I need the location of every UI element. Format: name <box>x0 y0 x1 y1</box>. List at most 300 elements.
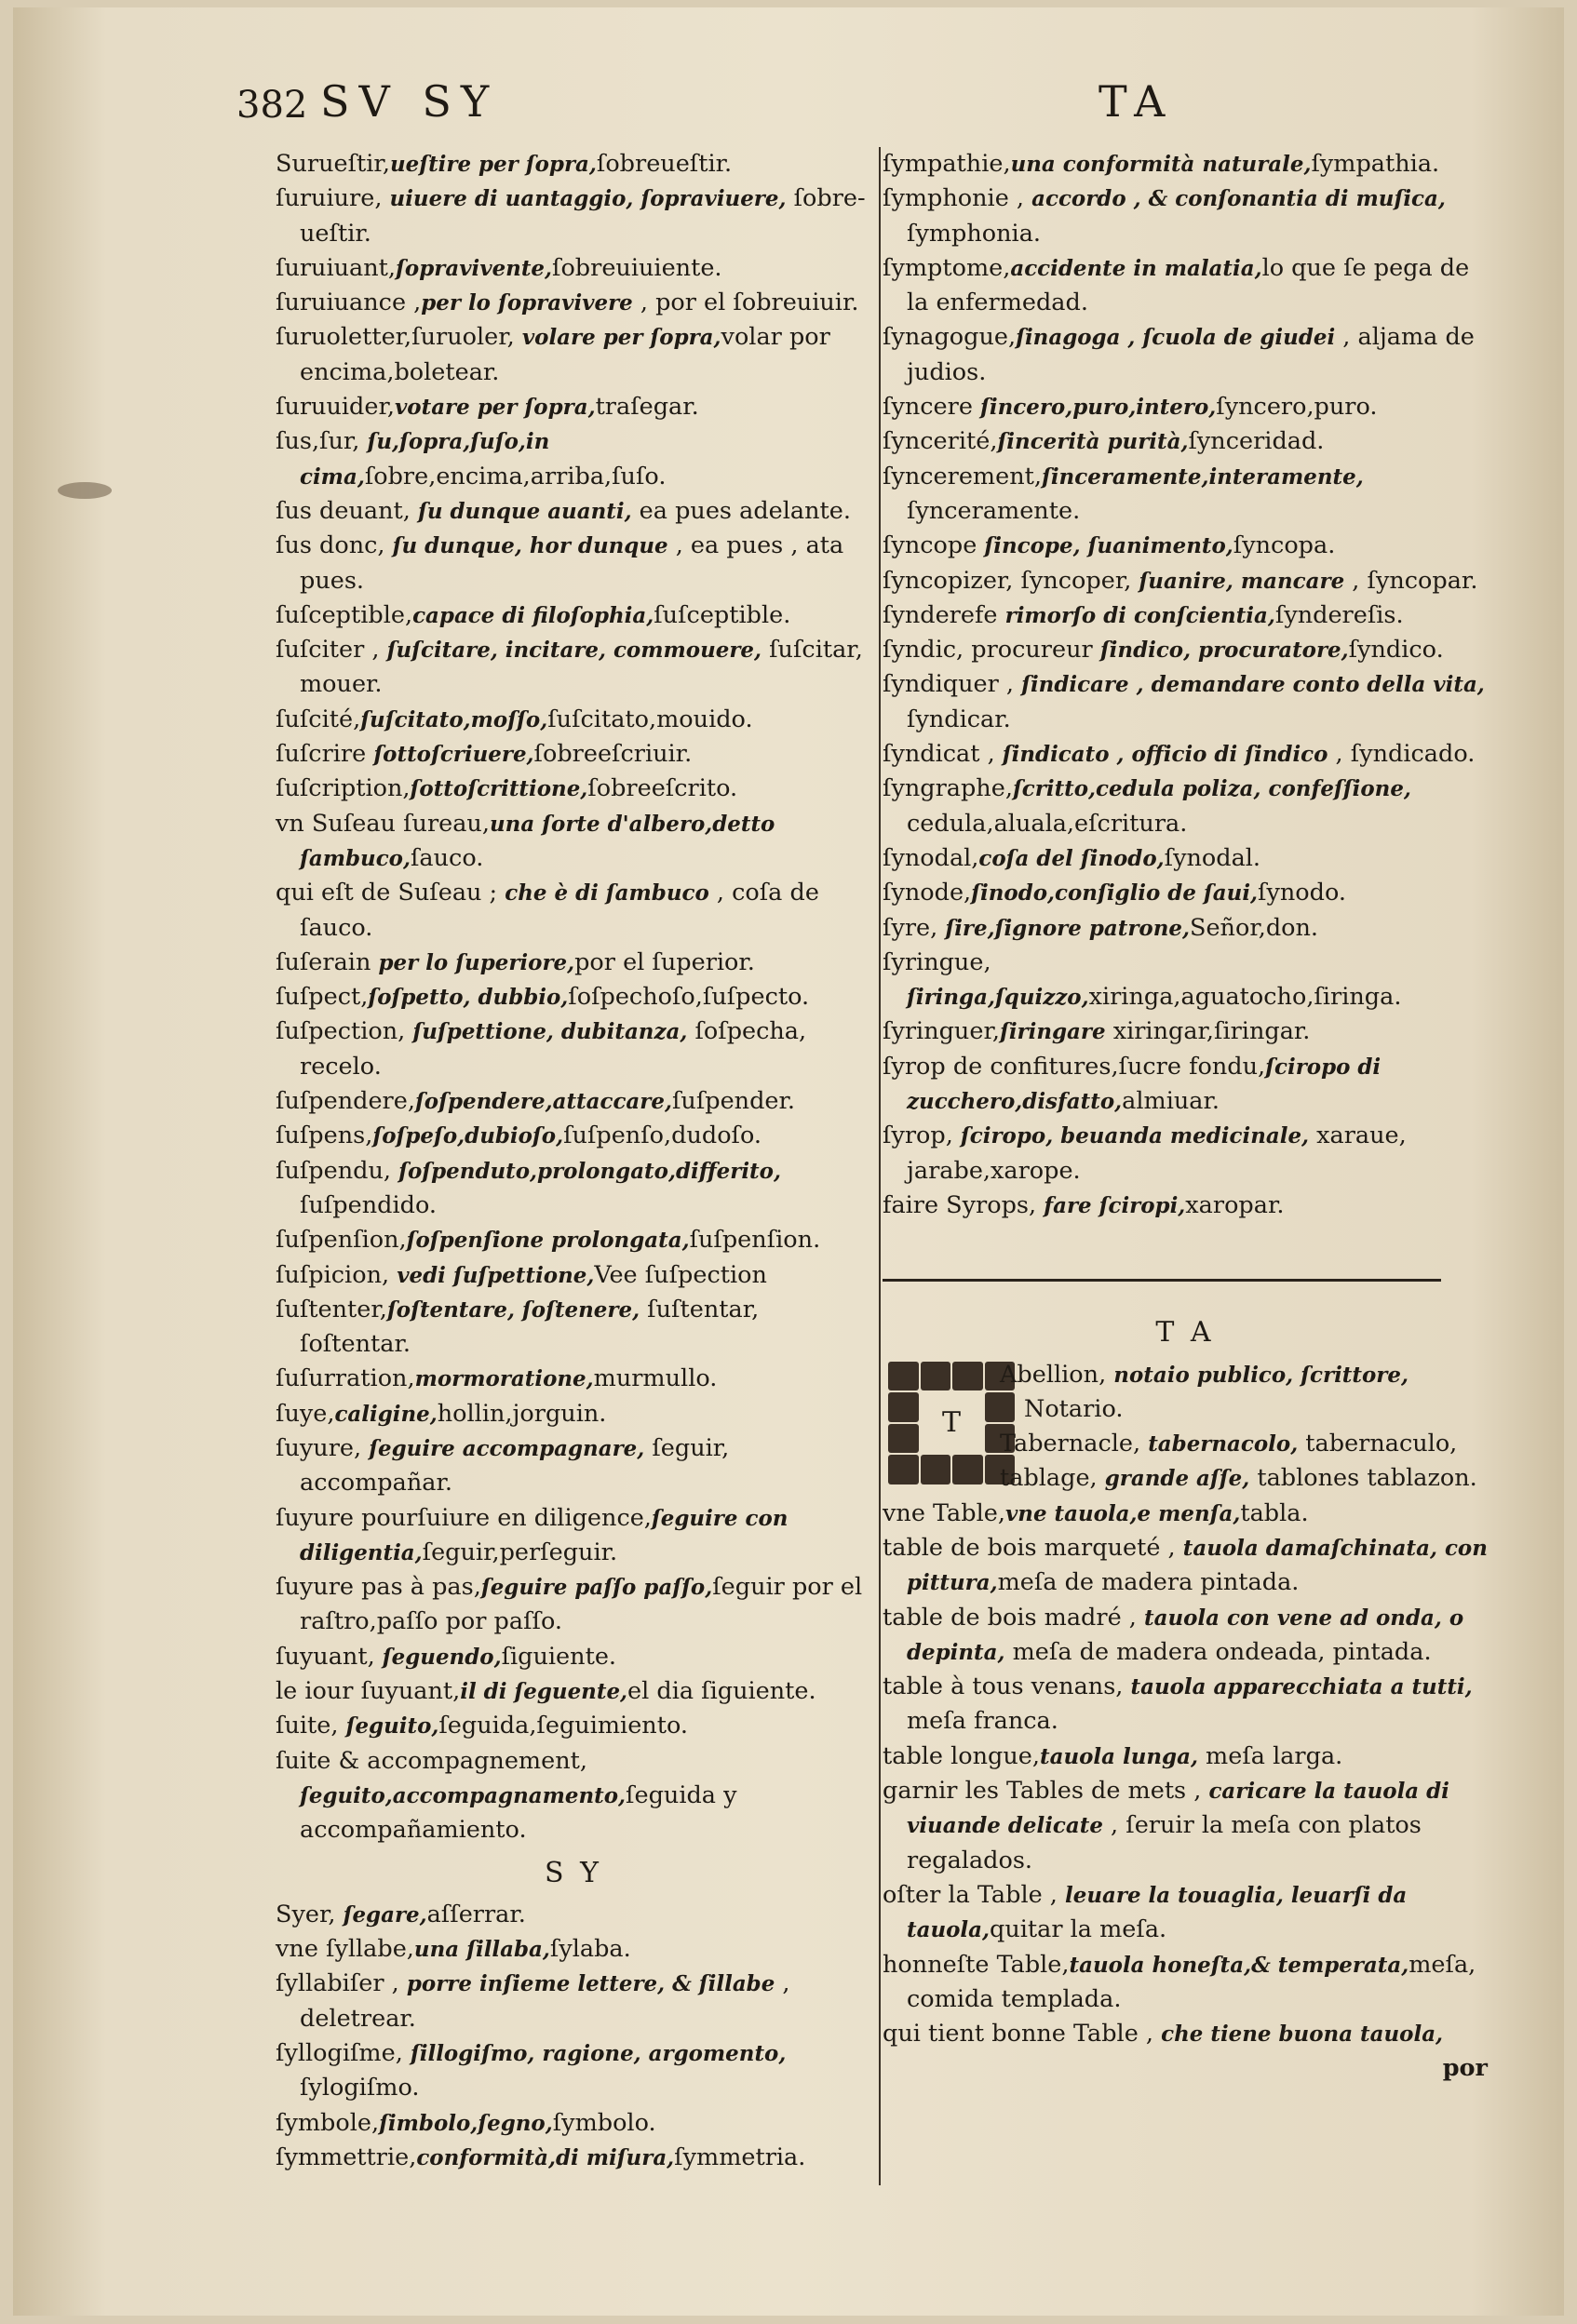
entry-headword: ſuyure pourſuiure en diligence, <box>276 1503 652 1532</box>
entry-italian: ſuanire, mancare <box>1139 568 1345 594</box>
entry-spanish: hollin,jorguin. <box>437 1399 607 1428</box>
dictionary-entry <box>276 1640 871 1674</box>
entry-spanish: , por el ſobreuiuir. <box>632 289 859 317</box>
dictionary-entry <box>883 1601 1488 1671</box>
entry-italian: che è di ſambuco <box>505 880 709 907</box>
entry-headword: ſuyure pas à pas, <box>276 1573 481 1602</box>
entry-spanish: ſoſpecha, recelo. <box>300 1017 807 1081</box>
entry-italian: ſeguire con diligentia, <box>300 1505 788 1565</box>
entry-headword: ſuſpenſion, <box>276 1226 407 1255</box>
entry-italian: ſillogiſmo, ragione, argomento, <box>410 2041 787 2067</box>
dictionary-entry <box>883 633 1488 667</box>
entry-italian: una ſillaba, <box>413 1937 550 1963</box>
entry-headword: ſuſpendere, <box>276 1087 415 1116</box>
entry-italian: tabernacolo, <box>1148 1431 1299 1458</box>
entry-spanish: ſuſpender. <box>671 1087 795 1116</box>
entry-spanish: meſa larga. <box>1197 1741 1343 1770</box>
dictionary-entry <box>276 876 871 946</box>
entry-italian: ſuſcitato,moſſo, <box>360 706 548 732</box>
entry-headword: ſuyure, <box>276 1433 370 1462</box>
entry-italian: ſciropo, beuanda medicinale, <box>960 1123 1310 1149</box>
dictionary-entry <box>276 1119 871 1153</box>
entry-italian: ſimbolo,ſegno, <box>379 2110 553 2136</box>
entry-spanish: ſeguida y accompañamiento. <box>300 1780 737 1845</box>
entry-headword: ſyrop, <box>883 1122 961 1150</box>
sy-entries <box>276 1898 871 2175</box>
left-running-head: SV SY <box>320 76 499 127</box>
entry-headword: ſyrop de confitures,ſucre fondu, <box>883 1052 1266 1081</box>
entry-spanish: xaraue, jarabe,xarope. <box>907 1122 1407 1185</box>
entry-spanish: ſuſpenſo,dudoſo. <box>563 1122 762 1150</box>
dictionary-entry <box>883 1119 1488 1189</box>
dictionary-entry <box>276 598 871 633</box>
entry-headword: ſuſpect, <box>276 983 369 1012</box>
entry-spanish: ſyncero,puro. <box>1216 393 1378 422</box>
entry-headword: ſyllogiſme, <box>276 2039 411 2068</box>
entry-italian: rimorſo di conſcientia, <box>1004 602 1275 628</box>
dictionary-entry <box>276 1258 871 1293</box>
entry-headword: ſuſpicion, <box>276 1260 398 1289</box>
dictionary-entry <box>276 946 871 980</box>
entry-italian: tauola apparecchiata a tutti, <box>1130 1674 1473 1700</box>
entry-headword: qui tient bonne Table , <box>883 2020 1162 2049</box>
entry-headword: ſyndiquer , <box>883 670 1022 699</box>
entry-italian: ſcritto,cedula poliza, confeſſione, <box>1012 776 1411 802</box>
dictionary-entry <box>276 390 871 424</box>
dictionary-entry <box>883 564 1488 598</box>
entry-italian: caligine, <box>334 1401 438 1427</box>
entry-spanish: ſoſpechoſo,ſuſpecto. <box>568 983 810 1012</box>
left-column <box>276 147 871 2175</box>
dictionary-entry <box>883 772 1488 841</box>
dictionary-entry <box>883 529 1488 563</box>
dictionary-entry <box>276 807 871 877</box>
dictionary-entry <box>276 1898 871 1932</box>
entry-headword: le iour ſuyuant, <box>276 1677 461 1706</box>
dictionary-entry <box>276 1223 871 1257</box>
entry-headword: ſuſciter , <box>276 636 387 665</box>
entry-spanish: meſa de madera pintada. <box>997 1568 1300 1597</box>
entry-italian: ſottoſcrittione, <box>410 776 588 802</box>
entry-italian: ſeguito,accompagnamento, <box>300 1782 627 1808</box>
entry-spanish: ſobre,encima,arriba,ſuſo. <box>364 462 667 490</box>
entry-headword: ſuſpendu, <box>276 1156 399 1185</box>
entry-headword: ſynagogue, <box>883 323 1017 352</box>
entry-spanish: ſiguiente. <box>501 1642 617 1671</box>
entry-spanish: ſuſceptible. <box>654 600 791 629</box>
entry-italian: ſegare, <box>343 1901 427 1928</box>
entry-headword: ſymbole, <box>276 2108 380 2137</box>
dictionary-entry <box>276 494 871 529</box>
entry-italian: vne tauola,e menſa, <box>1004 1500 1241 1526</box>
entry-spanish: ſobre-ueſtir. <box>300 184 866 248</box>
entry-spanish: tablones tablazon. <box>1249 1464 1477 1493</box>
entry-headword: table longue, <box>883 1741 1040 1770</box>
entry-headword: table de bois madré , <box>883 1603 1144 1632</box>
dictionary-entry <box>276 1709 871 1743</box>
entry-headword: ſuſcription, <box>276 774 411 803</box>
entry-headword: ſuſpens, <box>276 1122 373 1150</box>
dictionary-entry <box>276 147 871 181</box>
entry-spanish: ſeguir,perſeguir. <box>422 1538 618 1566</box>
entry-headword: vn Suſeau ſureau, <box>276 809 490 838</box>
dictionary-entry <box>276 703 871 737</box>
entry-italian: che tiene buona tauola, <box>1161 2022 1444 2048</box>
entry-spanish: aſſerrar. <box>426 1900 526 1928</box>
dictionary-entry <box>276 1431 871 1501</box>
entry-spanish: ſymmetria. <box>674 2143 806 2171</box>
entry-spanish: ſuſpenſion. <box>689 1226 821 1255</box>
entry-headword: ſus donc, <box>276 531 393 560</box>
entry-headword: tablage, <box>1000 1464 1105 1493</box>
section-rule <box>883 1279 1441 1282</box>
entry-headword: vne ſyllabe, <box>276 1935 414 1964</box>
dictionary-entry <box>276 1967 871 2036</box>
entry-italian: il di ſeguente, <box>460 1679 628 1705</box>
entry-italian: ſeguendo, <box>382 1644 502 1670</box>
entry-spanish: cedula,aluala,eſcritura. <box>907 809 1188 838</box>
entry-headword: ſuruiuant, <box>276 253 397 282</box>
dictionary-entry <box>276 772 871 806</box>
dictionary-entry <box>276 1674 871 1709</box>
entry-headword: oſter la Table , <box>883 1880 1066 1909</box>
page-number: 382 <box>236 84 308 127</box>
entry-spanish: tabernaculo, <box>1298 1430 1458 1458</box>
dictionary-entry <box>883 320 1488 390</box>
entry-headword: ſyncopizer, ſyncoper, <box>883 566 1139 595</box>
dictionary-entry <box>883 390 1488 424</box>
entry-italian: ſu dunque, hor dunque <box>392 533 668 559</box>
entry-italian: ſeguire accompagnare, <box>369 1435 645 1461</box>
entry-italian: ſindico, procuratore, <box>1099 638 1349 664</box>
entry-italian: ſuſpettione, dubitanza, <box>412 1019 688 1045</box>
entry-headword: ſyngraphe, <box>883 774 1013 803</box>
entry-spanish: ſuſcitato,mouido. <box>547 705 753 733</box>
entry-italian: grande aſſe, <box>1104 1466 1250 1492</box>
dictionary-entry <box>276 181 871 251</box>
entry-spanish: ſynodal. <box>1164 843 1261 872</box>
entry-italian: coſa del ſinodo, <box>978 845 1165 871</box>
entry-italian: ſoſtentare, ſoſtenere, <box>386 1296 640 1323</box>
entry-italian: ſuſcitare, incitare, commouere, <box>386 638 762 664</box>
entry-spanish: , coſa de ſauco. <box>300 879 819 942</box>
entry-italian: mormoratione, <box>414 1366 594 1392</box>
dictionary-entry <box>276 424 871 494</box>
entry-headword: ſynodal, <box>883 843 979 872</box>
entry-headword: ſuruuider, <box>276 393 395 422</box>
entry-headword: honneſte Table, <box>883 1950 1070 1979</box>
entry-headword: ſuruiure, <box>276 184 390 213</box>
entry-headword: ſyre, <box>883 913 946 942</box>
entry-spanish: ſynceramente. <box>907 496 1081 525</box>
entry-italian: ſeguito, <box>345 1713 439 1740</box>
entry-italian: ueſtire per ſopra, <box>389 152 597 177</box>
entry-spanish: Notario. <box>1024 1394 1124 1423</box>
entry-spanish: xaropar. <box>1185 1190 1285 1219</box>
dictionary-entry <box>276 1014 871 1084</box>
entry-italian: ſoſpendere,attaccare, <box>414 1089 672 1115</box>
entry-italian: ſinodo,conſiglio de ſaui, <box>971 880 1259 907</box>
entry-spanish: ſobreueſtir. <box>596 150 733 178</box>
dictionary-entry <box>276 1293 871 1363</box>
entry-headword: Abellion, <box>1000 1360 1114 1389</box>
entry-headword: ſymphonie , <box>883 184 1032 213</box>
dictionary-entry <box>883 251 1488 321</box>
entry-spanish: ſymphonia. <box>907 219 1042 248</box>
entry-spanish: Vee ſuſpection <box>594 1260 767 1289</box>
entry-headword: ſuruiuance , <box>276 289 422 317</box>
entry-headword: ſuite & accompagnement, <box>276 1746 587 1775</box>
dictionary-entry <box>276 1397 871 1431</box>
entry-headword: ſymmettrie, <box>276 2143 417 2171</box>
entry-headword: ſyringuer, <box>883 1017 1000 1046</box>
entry-spanish: ſeguir por el raſtro,paſſo por paſſo. <box>300 1573 863 1636</box>
decorated-initial <box>888 1362 1015 1484</box>
entry-spanish: , aljama de judios. <box>907 323 1475 386</box>
entry-spanish: Señor,don. <box>1189 913 1319 942</box>
entry-italian: ſciropo di zucchero,disfatto, <box>907 1054 1382 1115</box>
entry-headword: ſuſcité, <box>276 705 361 733</box>
entry-italian: per lo ſopravivere <box>421 290 633 316</box>
entry-headword: ſyncere <box>883 393 981 422</box>
entry-spanish: , ſyndicado. <box>1328 740 1476 769</box>
entry-spanish: meſa, comida templada. <box>907 1950 1476 2013</box>
dictionary-entry <box>276 1084 871 1119</box>
entry-spanish: , deletrear. <box>300 1969 790 2033</box>
entry-headword: ſuſceptible, <box>276 600 413 629</box>
entry-italian: tauola damaſchinata, con pittura, <box>907 1535 1488 1596</box>
entry-italian: ſinagoga , ſcuola de giudei <box>1016 325 1336 351</box>
entry-headword: ſuſtenter, <box>276 1295 387 1323</box>
dictionary-entry <box>883 1878 1488 1948</box>
dictionary-entry <box>883 1014 1488 1049</box>
entry-headword: ſuruoletter,ſuruoler, <box>276 323 522 352</box>
dictionary-entry <box>883 147 1488 181</box>
dictionary-entry <box>276 1501 871 1571</box>
dictionary-entry <box>883 1189 1488 1223</box>
entry-headword: ſymptome, <box>883 253 1011 282</box>
entry-italian: ſopravivente, <box>396 255 553 281</box>
column-divider <box>879 147 881 2185</box>
entry-headword: Surueſtir, <box>276 150 390 178</box>
dictionary-entry <box>276 529 871 598</box>
entry-spanish: volar por encima,boletear. <box>300 323 830 386</box>
entry-headword: Tabernacle, <box>1000 1430 1149 1458</box>
dictionary-entry <box>883 1948 1488 2018</box>
dictionary-entry <box>883 841 1488 876</box>
dictionary-entry <box>883 1531 1488 1601</box>
dictionary-entry <box>276 737 871 772</box>
entry-headword: ſuſurration, <box>276 1364 415 1393</box>
entry-headword: ſynderefe <box>883 600 1005 629</box>
entry-italian: votare per ſopra, <box>394 395 596 421</box>
entry-italian: ſinceramente,interamente, <box>1041 463 1364 490</box>
dictionary-entry <box>883 1774 1488 1878</box>
dictionary-entry <box>883 181 1488 251</box>
entry-italian: ſoſpeſo,dubioſo, <box>372 1123 564 1149</box>
entry-headword: ſuite, <box>276 1712 346 1740</box>
entry-italian: ſottoſcriuere, <box>373 742 534 768</box>
dictionary-entry <box>276 1154 871 1224</box>
left-entries <box>276 147 871 1848</box>
entry-spanish: ſyndico. <box>1348 636 1444 665</box>
entry-headword: faire Syrops, <box>883 1190 1045 1219</box>
entry-italian: ſincope, ſuanimento, <box>984 533 1233 559</box>
entry-spanish: tabla. <box>1240 1498 1309 1527</box>
dictionary-entry <box>883 2017 1488 2051</box>
entry-italian: tauola lunga, <box>1040 1743 1198 1769</box>
entry-spanish: quitar la meſa. <box>990 1915 1167 1944</box>
entry-headword: Syer, <box>276 1900 344 1928</box>
entry-italian: porre inſieme lettere, & ſillabe <box>406 1971 775 1997</box>
entry-italian: una ſorte d'albero,detto ſambuco, <box>300 811 775 871</box>
dictionary-entry <box>883 598 1488 633</box>
dictionary-entry <box>276 633 871 703</box>
entry-italian: conformità,di miſura, <box>416 2144 675 2170</box>
entry-italian: ſire,ſignore patrone, <box>945 915 1190 941</box>
dictionary-entry <box>276 980 871 1014</box>
entry-spanish: ſynodo. <box>1258 879 1346 907</box>
entry-headword: ſyncerité, <box>883 427 998 456</box>
entry-italian: ſiringa,ſquizzo, <box>907 985 1089 1011</box>
dictionary-entry <box>883 876 1488 910</box>
section-title-ta: T A <box>1155 1316 1215 1350</box>
entry-spanish: ea pues adelante. <box>631 496 851 525</box>
dictionary-entry <box>883 424 1488 459</box>
entry-headword: ſyncerement, <box>883 462 1042 490</box>
entry-spanish: ſobreeſcrito. <box>587 774 738 803</box>
entry-italian: ſiringare <box>999 1019 1106 1045</box>
entry-headword: ſyncope <box>883 531 985 560</box>
entry-italian: ſoſpetto, dubbio, <box>368 985 569 1011</box>
dictionary-entry <box>276 1744 871 1848</box>
entry-headword: ſuſerain <box>276 947 379 976</box>
entry-italian: fare ſciropi, <box>1044 1192 1186 1218</box>
entry-italian: ſincero,puro,intero, <box>980 395 1217 421</box>
entry-spanish: , ea pues , ata pues. <box>300 531 844 595</box>
entry-spanish: por el ſuperior. <box>574 947 755 976</box>
entry-spanish: ſylogiſmo. <box>300 2074 420 2102</box>
entry-headword: ſyringue, <box>883 947 991 976</box>
entry-spanish: ſyndereſis. <box>1274 600 1404 629</box>
entry-spanish: ſobreeſcriuir. <box>533 740 693 769</box>
entry-spanish: ſeguida,ſeguimiento. <box>438 1712 688 1740</box>
entry-italian: tauola con vene ad onda, o depinta, <box>907 1605 1464 1665</box>
entry-spanish: ſymbolo. <box>552 2108 656 2137</box>
entry-spanish: xiringa,aguatocho,ſiringa. <box>1088 983 1402 1012</box>
entry-spanish: ſauco. <box>410 843 484 872</box>
dictionary-entry <box>883 1740 1488 1774</box>
right-running-head: TA <box>1099 76 1175 127</box>
entry-headword: garnir les Tables de mets , <box>883 1777 1209 1806</box>
entry-headword: table à tous venans, <box>883 1672 1131 1701</box>
section-title-sy: S Y <box>545 1856 602 1889</box>
dictionary-entry <box>883 1497 1488 1531</box>
dictionary-entry <box>276 1570 871 1640</box>
entry-italian: notaio publico, ſcrittore, <box>1113 1362 1409 1388</box>
entry-spanish: el dia ſiguiente. <box>627 1677 816 1706</box>
entry-headword: ſuye, <box>276 1399 335 1428</box>
dictionary-entry <box>883 460 1488 530</box>
entry-spanish: ſyndicar. <box>907 705 1011 733</box>
entry-headword: ſyllabiſer , <box>276 1969 407 1998</box>
ink-blot <box>58 482 112 499</box>
entry-italian: tauola honeſta,& temperata, <box>1069 1952 1409 1978</box>
entry-italian: una conformità naturale, <box>1010 152 1312 177</box>
entry-italian: ſu dunque auanti, <box>417 498 632 524</box>
entry-headword: ſuſcrire <box>276 740 374 769</box>
entry-spanish: , ſeruir la meſa con platos regalados. <box>907 1811 1422 1874</box>
entry-spanish: , ſyncopar. <box>1344 566 1478 595</box>
entry-spanish: almiuar. <box>1122 1087 1220 1116</box>
entry-spanish: ſynceridad. <box>1188 427 1325 456</box>
entry-headword: ſus,ſur, <box>276 427 368 456</box>
entry-italian: ſindicato , officio di ſindico <box>1002 742 1328 768</box>
entry-spanish: meſa franca. <box>907 1707 1058 1736</box>
entry-spanish: ſyncopa. <box>1233 531 1336 560</box>
dictionary-entry <box>883 1670 1488 1740</box>
entry-spanish: ſuſpendido. <box>300 1190 437 1219</box>
entry-headword: table de bois marqueté , <box>883 1533 1183 1562</box>
entry-italian: accordo , & conſonantia di muſica, <box>1031 186 1446 212</box>
entry-italian: vedi ſuſpettione, <box>397 1262 595 1288</box>
entry-headword: ſynode, <box>883 879 972 907</box>
entry-italian: ſoſpenduto,prolongato,differito, <box>398 1158 781 1184</box>
right-entries <box>883 147 1488 1223</box>
entry-spanish: ſuſcitar, mouer. <box>300 636 863 699</box>
entry-italian: uiuere di uantaggio, ſopraviuere, <box>389 186 787 212</box>
dictionary-entry <box>883 946 1488 1015</box>
entry-spanish: ſuſtentar, ſoſtentar. <box>300 1295 760 1359</box>
entry-headword: ſuyuant, <box>276 1642 383 1671</box>
dictionary-entry <box>276 2036 871 2106</box>
dictionary-entry <box>276 2106 871 2141</box>
entry-spanish: lo que ſe pega de la enfermedad. <box>907 253 1470 317</box>
entry-italian: leuare la touaglia, leuarſi da tauola, <box>907 1882 1408 1943</box>
dictionary-entry <box>883 667 1488 737</box>
entry-italian: ſoſpenſione prolongata, <box>406 1228 690 1254</box>
book-page <box>13 7 1564 2316</box>
entry-spanish: xiringar,ſiringar. <box>1105 1017 1311 1046</box>
entry-italian: caricare la tauola di viuande delicate <box>907 1779 1449 1839</box>
entry-spanish: traſegar. <box>595 393 699 422</box>
dictionary-entry <box>276 286 871 320</box>
entry-headword: ſyndicat , <box>883 740 1003 769</box>
dictionary-entry <box>883 911 1488 946</box>
entry-italian: capace di filoſophia, <box>412 602 654 628</box>
entry-headword: ſyndic, procureur <box>883 636 1100 665</box>
dictionary-entry <box>276 2141 871 2175</box>
dictionary-entry <box>276 251 871 286</box>
entry-spanish: ſobreuiuiente. <box>552 253 722 282</box>
entry-headword: ſympathie, <box>883 150 1011 178</box>
catchword: por <box>1442 2054 1488 2083</box>
dictionary-entry <box>276 320 871 390</box>
entry-italian: ſu,ſopra,ſuſo,in cima, <box>300 429 550 490</box>
dictionary-entry <box>276 1932 871 1967</box>
entry-italian: ſeguire paſſo paſſo, <box>480 1575 713 1601</box>
entry-spanish: ſylaba. <box>549 1935 631 1964</box>
dictionary-entry <box>276 1362 871 1396</box>
entry-spanish: ſeguir, accompañar. <box>300 1433 730 1498</box>
entry-spanish: ſympathia. <box>1311 150 1440 178</box>
dictionary-entry <box>883 1050 1488 1120</box>
initial-letter: T <box>941 1405 961 1439</box>
right-column <box>883 147 1488 2087</box>
entry-italian: per lo ſuperiore, <box>378 949 575 975</box>
entry-spanish: murmullo. <box>593 1364 718 1393</box>
entry-headword: vne Table, <box>883 1498 1005 1527</box>
